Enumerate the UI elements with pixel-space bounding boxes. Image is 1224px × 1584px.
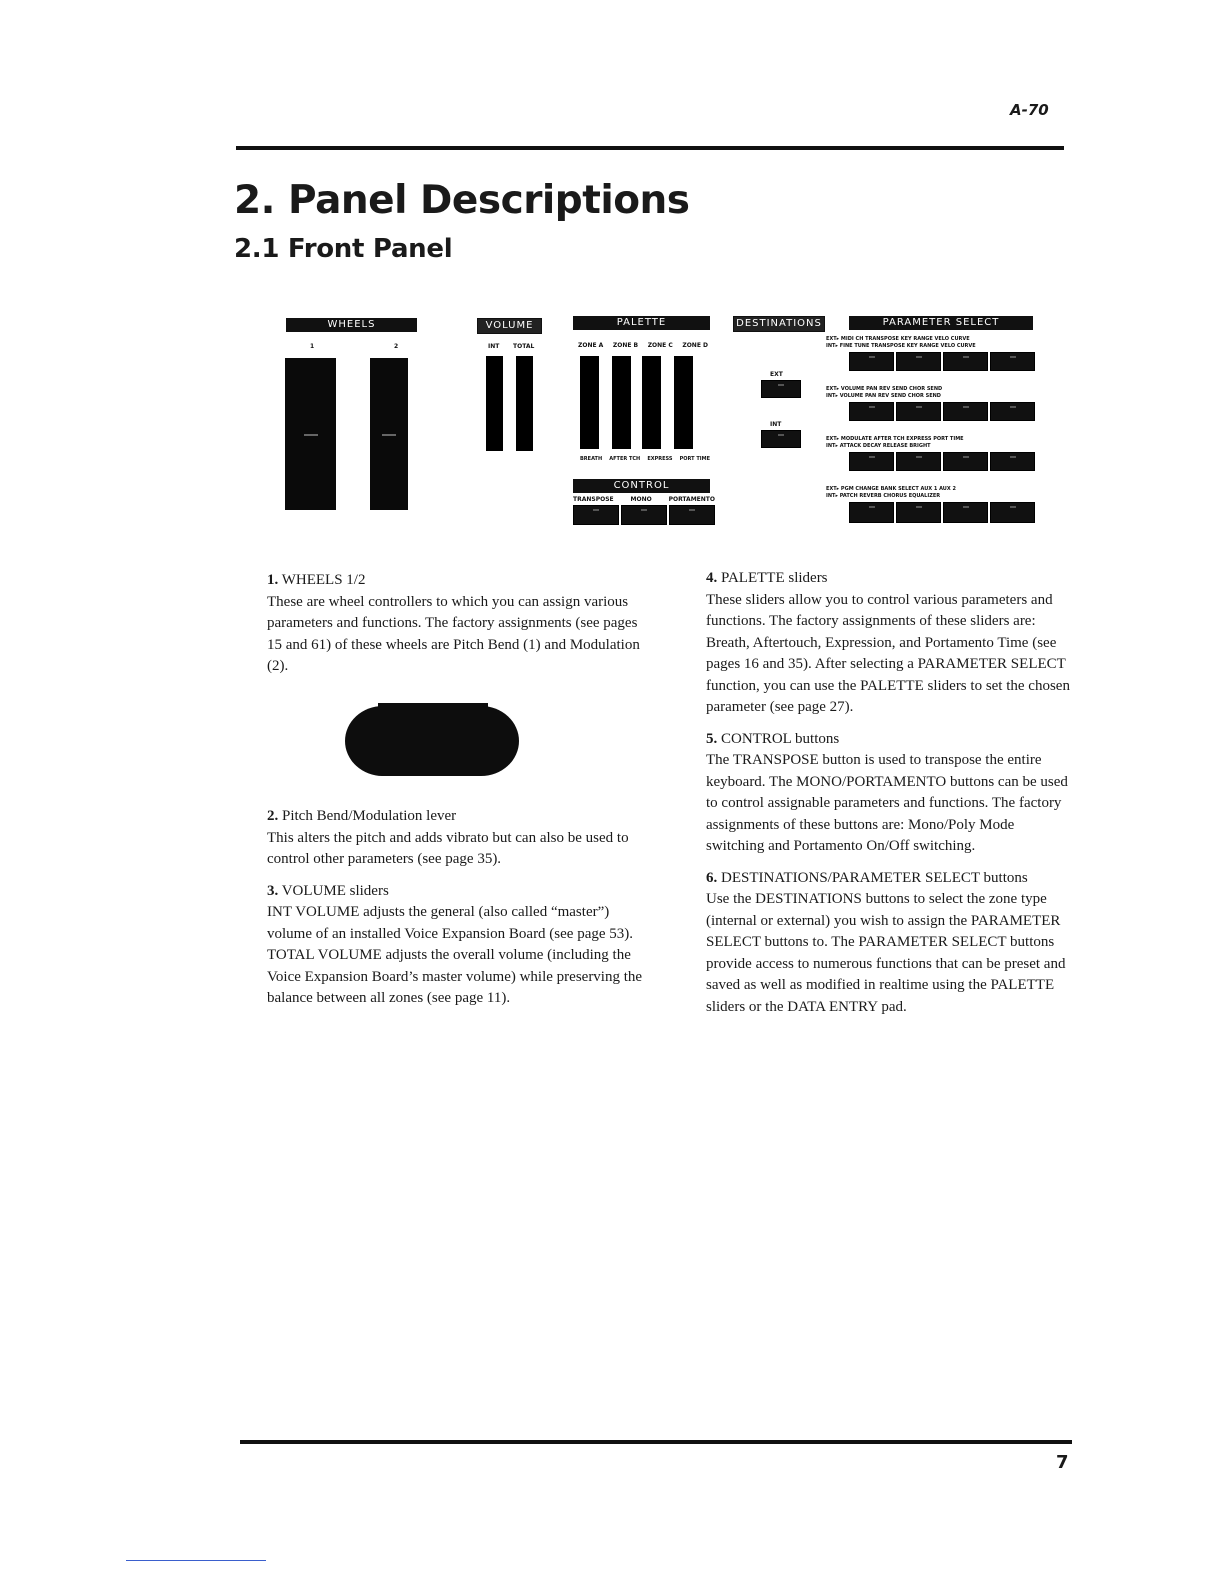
footer-rule — [240, 1440, 1072, 1444]
page-title: 2. Panel Descriptions — [234, 178, 690, 223]
item-5-number: 5. — [706, 730, 718, 747]
item-1-number: 1. — [267, 572, 279, 588]
item-1-body: These are wheel controllers to which you can assign various parameters and functions. The factory assignments (see pages 15 and 61) of these wheels are Pitch Bend (1) and Modulation (2). — [267, 593, 640, 674]
footnote-rule — [126, 1560, 266, 1561]
param-button-4-4[interactable] — [990, 502, 1035, 523]
param-row-4-buttons — [849, 502, 1035, 521]
item-4-body: These sliders allow you to control various parameters and functions. The factory assignments of these sliders are: Breath, Aftertouch, Expression, and Portamento Time (see pages 16 and 35). After selecting a PARAMETER SELECT function, you can use the PALETTE sliders to set the chosen parameter (see page 27). — [706, 591, 1070, 715]
palette-function-port-time: PORT TIME — [679, 456, 710, 462]
control-label-mono: MONO — [630, 496, 652, 503]
pitch-bend-modulation-lever[interactable] — [345, 706, 519, 776]
item-3-title: VOLUME sliders — [278, 882, 389, 899]
item-2-body: This alters the pitch and adds vibrato but can also be used to control other parameters (see page 35). — [267, 829, 629, 867]
param-button-1-4[interactable] — [990, 352, 1035, 371]
item-2-heading — [267, 806, 647, 828]
destination-int-label: INT — [770, 421, 782, 428]
wheels-header: WHEELS — [286, 318, 417, 332]
item-6-title: DESTINATIONS/PARAMETER SELECT buttons — [717, 869, 1028, 886]
param-row-3-ext-labels: EXT▸ MODULATE AFTER TCH EXPRESS PORT TIME — [826, 436, 964, 442]
palette-slider-a[interactable] — [580, 356, 599, 449]
palette-zone-c: ZONE C — [647, 342, 673, 349]
palette-zone-b: ZONE B — [612, 342, 639, 349]
left-column-top — [267, 570, 647, 688]
palette-slider-d[interactable] — [674, 356, 693, 449]
param-button-3-1[interactable] — [849, 452, 894, 471]
param-row-2-int-labels: INT▸ VOLUME PAN REV SEND CHOR SEND — [826, 393, 941, 399]
item-5-title: CONTROL buttons — [717, 730, 840, 747]
volume-slider-total[interactable] — [516, 356, 533, 451]
param-row-1-int-labels: INT▸ FINE TUNE TRANSPOSE KEY RANGE VELO CURVE — [826, 343, 976, 349]
param-button-1-3[interactable] — [943, 352, 988, 371]
param-button-4-1[interactable] — [849, 502, 894, 523]
param-row-2-buttons — [849, 402, 1035, 419]
volume-label-int: INT — [488, 343, 500, 350]
control-buttons — [573, 505, 715, 523]
palette-function-labels — [580, 456, 710, 463]
control-header: CONTROL — [573, 479, 710, 493]
volume-slider-int[interactable] — [486, 356, 503, 451]
param-button-2-3[interactable] — [943, 402, 988, 421]
palette-zone-a: ZONE A — [578, 342, 604, 349]
section-title: 2.1 Front Panel — [234, 234, 453, 264]
param-button-2-4[interactable] — [990, 402, 1035, 421]
item-4-number: 4. — [706, 570, 718, 586]
param-row-4-int-labels: INT▸ PATCH REVERB CHORUS EQUALIZER — [826, 493, 941, 499]
param-button-2-1[interactable] — [849, 402, 894, 421]
param-button-4-3[interactable] — [943, 502, 988, 523]
destinations-header: DESTINATIONS — [733, 316, 825, 332]
palette-slider-b[interactable] — [612, 356, 631, 449]
palette-slider-c[interactable] — [642, 356, 661, 449]
palette-zone-labels — [578, 342, 708, 349]
front-panel-diagram — [0, 0, 1224, 540]
param-button-3-2[interactable] — [896, 452, 941, 471]
item-5-body: The TRANSPOSE button is used to transpose the entire keyboard. The MONO/PORTAMENTO buttons can be used to control assignable parameters and functions. The factory assignments of these buttons are: Mono/Poly Mode switching and Portamento On/Off switching. — [706, 752, 1068, 854]
item-2-number: 2. — [267, 808, 279, 824]
item-3-number: 3. — [267, 882, 279, 899]
control-label-portamento: PORTAMENTO — [668, 496, 715, 503]
param-row-1-buttons — [849, 352, 1035, 369]
wheel-1[interactable] — [285, 358, 336, 510]
param-row-1-ext-labels: EXT▸ MIDI CH TRANSPOSE KEY RANGE VELO CURVE — [826, 336, 970, 342]
item-2-title: Pitch Bend/Modulation lever — [278, 808, 457, 824]
item-1-heading — [267, 570, 647, 592]
item-1-title: WHEELS 1/2 — [278, 572, 366, 588]
item-4-heading — [706, 568, 1074, 590]
palette-header: PALETTE — [573, 316, 710, 330]
param-row-4-ext-labels: EXT▸ PGM CHANGE BANK SELECT AUX 1 AUX 2 — [826, 486, 956, 492]
item-6-heading — [706, 868, 1074, 890]
page-number: 7 — [1056, 1452, 1069, 1473]
item-6-body: Use the DESTINATIONS buttons to select the zone type (internal or external) you wish to assign the PARAMETER SELECT buttons to. The PARAMETER SELECT buttons provide access to numerous functions that can be preset and saved as well as modified in realtime using the PALETTE sliders or the DATA ENTRY pad. — [706, 891, 1066, 1015]
volume-header: VOLUME — [477, 318, 542, 334]
destination-ext-button[interactable] — [761, 380, 801, 398]
palette-function-express: EXPRESS — [647, 456, 673, 462]
wheel-2[interactable] — [370, 358, 408, 510]
item-5-heading — [706, 729, 1074, 751]
param-button-3-3[interactable] — [943, 452, 988, 471]
item-3-body: INT VOLUME adjusts the general (also called “master”) volume of an installed Voice Expansion Board (see page 53). TOTAL VOLUME adjusts the overall volume (including the Voice Expansion Board’s master volume) while preserving the balance between all zones (see page 11). — [267, 904, 643, 1006]
page-header-code: A-70 — [1010, 101, 1049, 119]
portamento-button[interactable] — [669, 505, 715, 525]
control-label-transpose: TRANSPOSE — [573, 496, 614, 503]
wheel-number-1: 1 — [310, 343, 315, 350]
item-4-title: PALETTE sliders — [717, 570, 828, 586]
right-column — [706, 568, 1074, 1028]
control-button-labels — [573, 496, 715, 503]
destination-ext-label: EXT — [770, 371, 783, 378]
param-button-1-1[interactable] — [849, 352, 894, 371]
palette-function-aftertouch: AFTER TCH — [609, 456, 641, 462]
destination-int-button[interactable] — [761, 430, 801, 448]
param-button-3-4[interactable] — [990, 452, 1035, 471]
item-3-heading — [267, 881, 647, 903]
parameter-select-header: PARAMETER SELECT — [849, 316, 1033, 330]
wheel-number-2: 2 — [394, 343, 399, 350]
param-row-3-buttons — [849, 452, 1035, 469]
param-row-3-int-labels: INT▸ ATTACK DECAY RELEASE BRIGHT — [826, 443, 931, 449]
param-button-4-2[interactable] — [896, 502, 941, 523]
palette-function-breath: BREATH — [580, 456, 603, 462]
param-button-2-2[interactable] — [896, 402, 941, 421]
param-row-2-ext-labels: EXT▸ VOLUME PAN REV SEND CHOR SEND — [826, 386, 943, 392]
volume-label-total: TOTAL — [513, 343, 535, 350]
item-6-number: 6. — [706, 869, 718, 886]
mono-button[interactable] — [621, 505, 667, 525]
palette-zone-d: ZONE D — [682, 342, 708, 349]
param-button-1-2[interactable] — [896, 352, 941, 371]
left-column-bottom — [267, 806, 647, 1020]
transpose-button[interactable] — [573, 505, 619, 525]
